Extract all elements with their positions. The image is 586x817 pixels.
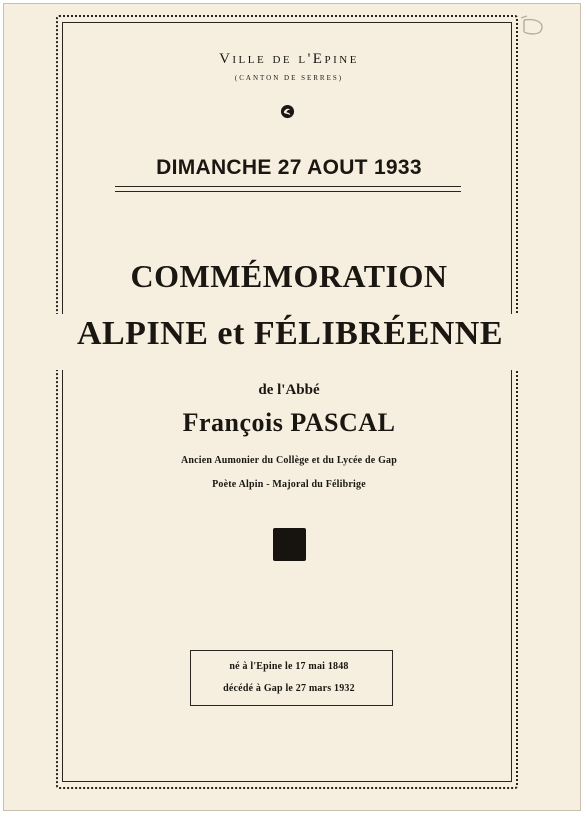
person-role-1: Ancien Aumonier du Collège et du Lycée de Gap [180,455,398,466]
decorative-square [273,528,306,561]
person-role-2: Poète Alpin - Majoral du Félibrige [212,479,366,490]
birth-date: né à l'Epine le 17 mai 1848 [229,661,349,672]
person-name: François PASCAL [182,408,396,437]
dates-box [190,650,393,706]
title-line-1: COMMÉMORATION [130,258,448,294]
event-date: DIMANCHE 27 AOUT 1933 [156,156,422,179]
pencil-mark-icon [520,14,552,42]
death-date: décédé à Gap le 27 mars 1932 [223,683,355,694]
title-line-2: ALPINE et FÉLIBRÉENNE [76,315,504,352]
date-underline-thin [115,191,461,192]
de-label: de l'Abbé [258,382,320,398]
town-name: Ville de l'Epine [219,51,359,67]
ornament-icon [280,104,295,119]
canton-name: (CANTON DE SERRES) [234,74,344,82]
date-underline [115,186,461,187]
